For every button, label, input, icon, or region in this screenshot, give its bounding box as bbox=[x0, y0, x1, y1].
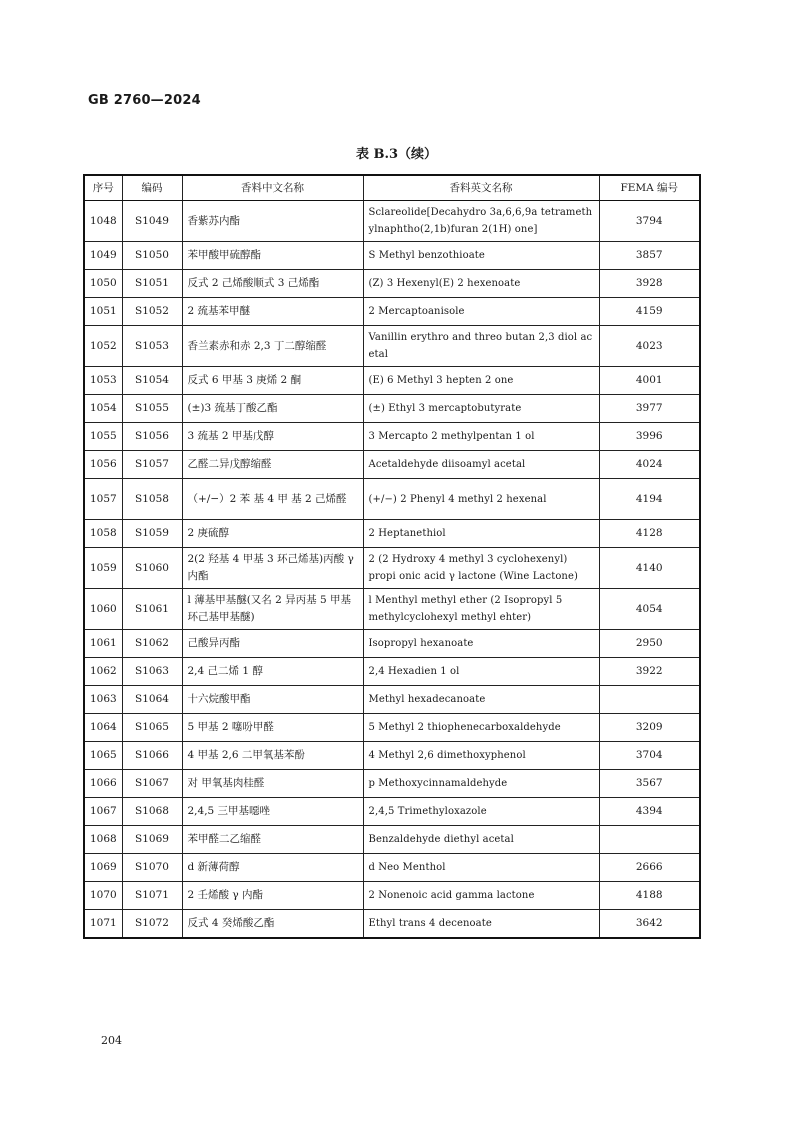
fema-number-cell: 2950 bbox=[599, 630, 700, 658]
code-cell: S1060 bbox=[122, 548, 182, 589]
english-name-cell: 2 Mercaptoanisole bbox=[363, 298, 599, 326]
table-row bbox=[84, 270, 700, 298]
table-row bbox=[84, 798, 700, 826]
table-row bbox=[84, 742, 700, 770]
code-cell: S1068 bbox=[122, 798, 182, 826]
serial-cell: 1069 bbox=[84, 854, 122, 882]
serial-cell: 1070 bbox=[84, 882, 122, 910]
table-row bbox=[84, 589, 700, 630]
column-header-english-name: 香料英文名称 bbox=[363, 175, 599, 201]
english-name-cell: Methyl hexadecanoate bbox=[363, 686, 599, 714]
code-cell: S1056 bbox=[122, 423, 182, 451]
english-name-cell: (+/−) 2 Phenyl 4 methyl 2 hexenal bbox=[363, 479, 599, 520]
table-row bbox=[84, 298, 700, 326]
chinese-name-cell: 对 甲氧基肉桂醛 bbox=[182, 770, 363, 798]
document-code: GB 2760—2024 bbox=[88, 93, 201, 108]
english-name-cell: (Z) 3 Hexenyl(E) 2 hexenoate bbox=[363, 270, 599, 298]
table-row bbox=[84, 630, 700, 658]
chinese-name-cell: 2 壬烯酸 γ 内酯 bbox=[182, 882, 363, 910]
fema-number-cell bbox=[599, 826, 700, 854]
chinese-name-cell: 苯甲醛二乙缩醛 bbox=[182, 826, 363, 854]
table-title: 表 B.3（续） bbox=[355, 147, 438, 162]
table-row bbox=[84, 826, 700, 854]
english-name-cell: Sclareolide[Decahydro 3a,6,6,9a tetrameth ylnaphtho(2,1b)furan 2(1H) one] bbox=[363, 201, 599, 242]
fema-number-cell: 3922 bbox=[599, 658, 700, 686]
chinese-name-cell: 反式 2 己烯酸顺式 3 己烯酯 bbox=[182, 270, 363, 298]
chinese-name-cell: 2 庚硫醇 bbox=[182, 520, 363, 548]
chinese-name-cell: 乙醛二异戊醇缩醛 bbox=[182, 451, 363, 479]
code-cell: S1064 bbox=[122, 686, 182, 714]
table-row bbox=[84, 548, 700, 589]
fema-number-cell: 4001 bbox=[599, 367, 700, 395]
table-row bbox=[84, 686, 700, 714]
chinese-name-cell: 香兰素赤和赤 2,3 丁二醇缩醛 bbox=[182, 326, 363, 367]
code-cell: S1051 bbox=[122, 270, 182, 298]
code-cell: S1053 bbox=[122, 326, 182, 367]
code-cell: S1069 bbox=[122, 826, 182, 854]
english-name-cell: S Methyl benzothioate bbox=[363, 242, 599, 270]
english-name-cell: Vanillin erythro and threo butan 2,3 diol ac etal bbox=[363, 326, 599, 367]
english-name-cell: 2 (2 Hydroxy 4 methyl 3 cyclohexenyl) propi onic acid γ lactone (Wine Lactone) bbox=[363, 548, 599, 589]
english-name-cell: Ethyl trans 4 decenoate bbox=[363, 910, 599, 939]
chinese-name-cell: 反式 6 甲基 3 庚烯 2 酮 bbox=[182, 367, 363, 395]
serial-cell: 1057 bbox=[84, 479, 122, 520]
serial-cell: 1066 bbox=[84, 770, 122, 798]
fema-number-cell: 4194 bbox=[599, 479, 700, 520]
code-cell: S1055 bbox=[122, 395, 182, 423]
chinese-name-cell: 香紫苏内酯 bbox=[182, 201, 363, 242]
fema-number-cell: 3857 bbox=[599, 242, 700, 270]
fema-number-cell: 4024 bbox=[599, 451, 700, 479]
english-name-cell: Benzaldehyde diethyl acetal bbox=[363, 826, 599, 854]
english-name-cell: p Methoxycinnamaldehyde bbox=[363, 770, 599, 798]
chinese-name-cell: 5 甲基 2 噻吩甲醛 bbox=[182, 714, 363, 742]
serial-cell: 1060 bbox=[84, 589, 122, 630]
fema-number-cell: 3642 bbox=[599, 910, 700, 939]
chinese-name-cell: 十六烷酸甲酯 bbox=[182, 686, 363, 714]
english-name-cell: 4 Methyl 2,6 dimethoxyphenol bbox=[363, 742, 599, 770]
table-row bbox=[84, 201, 700, 242]
chinese-name-cell: 苯甲酸甲硫醇酯 bbox=[182, 242, 363, 270]
fema-number-cell bbox=[599, 686, 700, 714]
code-cell: S1049 bbox=[122, 201, 182, 242]
code-cell: S1061 bbox=[122, 589, 182, 630]
serial-cell: 1053 bbox=[84, 367, 122, 395]
english-name-cell: Acetaldehyde diisoamyl acetal bbox=[363, 451, 599, 479]
code-cell: S1071 bbox=[122, 882, 182, 910]
fema-number-cell: 3977 bbox=[599, 395, 700, 423]
table-row bbox=[84, 882, 700, 910]
table-row bbox=[84, 714, 700, 742]
serial-cell: 1051 bbox=[84, 298, 122, 326]
chinese-name-cell: 2 巯基苯甲醚 bbox=[182, 298, 363, 326]
english-name-cell: 3 Mercapto 2 methylpentan 1 ol bbox=[363, 423, 599, 451]
code-cell: S1070 bbox=[122, 854, 182, 882]
serial-cell: 1049 bbox=[84, 242, 122, 270]
serial-cell: 1056 bbox=[84, 451, 122, 479]
table-row bbox=[84, 326, 700, 367]
english-name-cell: Isopropyl hexanoate bbox=[363, 630, 599, 658]
table-row bbox=[84, 910, 700, 939]
serial-cell: 1064 bbox=[84, 714, 122, 742]
flavor-table bbox=[83, 174, 701, 939]
serial-cell: 1048 bbox=[84, 201, 122, 242]
english-name-cell: 5 Methyl 2 thiophenecarboxaldehyde bbox=[363, 714, 599, 742]
table-row bbox=[84, 423, 700, 451]
code-cell: S1063 bbox=[122, 658, 182, 686]
table-row bbox=[84, 520, 700, 548]
fema-number-cell: 3704 bbox=[599, 742, 700, 770]
fema-number-cell: 4140 bbox=[599, 548, 700, 589]
english-name-cell: (E) 6 Methyl 3 hepten 2 one bbox=[363, 367, 599, 395]
serial-cell: 1067 bbox=[84, 798, 122, 826]
english-name-cell: 2,4,5 Trimethyloxazole bbox=[363, 798, 599, 826]
code-cell: S1065 bbox=[122, 714, 182, 742]
english-name-cell: d Neo Menthol bbox=[363, 854, 599, 882]
table-row bbox=[84, 451, 700, 479]
chinese-name-cell: 2,4 己二烯 1 醇 bbox=[182, 658, 363, 686]
code-cell: S1050 bbox=[122, 242, 182, 270]
fema-number-cell: 2666 bbox=[599, 854, 700, 882]
table-row bbox=[84, 367, 700, 395]
english-name-cell: 2 Heptanethiol bbox=[363, 520, 599, 548]
fema-number-cell: 4054 bbox=[599, 589, 700, 630]
english-name-cell: l Menthyl methyl ether (2 Isopropyl 5 methylcyclohexyl methyl ehter) bbox=[363, 589, 599, 630]
fema-number-cell: 3794 bbox=[599, 201, 700, 242]
code-cell: S1067 bbox=[122, 770, 182, 798]
code-cell: S1052 bbox=[122, 298, 182, 326]
serial-cell: 1058 bbox=[84, 520, 122, 548]
table-row bbox=[84, 658, 700, 686]
serial-cell: 1063 bbox=[84, 686, 122, 714]
serial-cell: 1054 bbox=[84, 395, 122, 423]
code-cell: S1066 bbox=[122, 742, 182, 770]
code-cell: S1072 bbox=[122, 910, 182, 939]
chinese-name-cell: （+/−）2 苯 基 4 甲 基 2 己烯醛 bbox=[182, 479, 363, 520]
serial-cell: 1071 bbox=[84, 910, 122, 939]
serial-cell: 1052 bbox=[84, 326, 122, 367]
table-row bbox=[84, 479, 700, 520]
fema-number-cell: 4159 bbox=[599, 298, 700, 326]
serial-cell: 1068 bbox=[84, 826, 122, 854]
chinese-name-cell: l 薄基甲基醚(又名 2 异丙基 5 甲基环己基甲基醚) bbox=[182, 589, 363, 630]
chinese-name-cell: (±)3 巯基丁酸乙酯 bbox=[182, 395, 363, 423]
chinese-name-cell: 4 甲基 2,6 二甲氧基苯酚 bbox=[182, 742, 363, 770]
serial-cell: 1061 bbox=[84, 630, 122, 658]
table-header-row bbox=[84, 175, 700, 201]
fema-number-cell: 4188 bbox=[599, 882, 700, 910]
column-header-serial: 序号 bbox=[84, 175, 122, 201]
english-name-cell: 2 Nonenoic acid gamma lactone bbox=[363, 882, 599, 910]
column-header-chinese-name: 香料中文名称 bbox=[182, 175, 363, 201]
column-header-code: 编码 bbox=[122, 175, 182, 201]
fema-number-cell: 4128 bbox=[599, 520, 700, 548]
column-header-fema-number: FEMA 编号 bbox=[599, 175, 700, 201]
chinese-name-cell: 己酸异丙酯 bbox=[182, 630, 363, 658]
page-number: 204 bbox=[101, 1034, 122, 1047]
table-row bbox=[84, 770, 700, 798]
code-cell: S1054 bbox=[122, 367, 182, 395]
code-cell: S1062 bbox=[122, 630, 182, 658]
chinese-name-cell: 2(2 羟基 4 甲基 3 环己烯基)丙酸 γ 内酯 bbox=[182, 548, 363, 589]
code-cell: S1058 bbox=[122, 479, 182, 520]
chinese-name-cell: d 新薄荷醇 bbox=[182, 854, 363, 882]
english-name-cell: (±) Ethyl 3 mercaptobutyrate bbox=[363, 395, 599, 423]
table-row bbox=[84, 242, 700, 270]
chinese-name-cell: 反式 4 癸烯酸乙酯 bbox=[182, 910, 363, 939]
table-row bbox=[84, 395, 700, 423]
fema-number-cell: 3209 bbox=[599, 714, 700, 742]
serial-cell: 1059 bbox=[84, 548, 122, 589]
code-cell: S1059 bbox=[122, 520, 182, 548]
code-cell: S1057 bbox=[122, 451, 182, 479]
serial-cell: 1062 bbox=[84, 658, 122, 686]
fema-number-cell: 3996 bbox=[599, 423, 700, 451]
table-body bbox=[84, 201, 700, 939]
serial-cell: 1055 bbox=[84, 423, 122, 451]
chinese-name-cell: 2,4,5 三甲基噁唑 bbox=[182, 798, 363, 826]
fema-number-cell: 3928 bbox=[599, 270, 700, 298]
fema-number-cell: 4394 bbox=[599, 798, 700, 826]
fema-number-cell: 3567 bbox=[599, 770, 700, 798]
serial-cell: 1065 bbox=[84, 742, 122, 770]
table-row bbox=[84, 854, 700, 882]
fema-number-cell: 4023 bbox=[599, 326, 700, 367]
english-name-cell: 2,4 Hexadien 1 ol bbox=[363, 658, 599, 686]
chinese-name-cell: 3 巯基 2 甲基戊醇 bbox=[182, 423, 363, 451]
serial-cell: 1050 bbox=[84, 270, 122, 298]
